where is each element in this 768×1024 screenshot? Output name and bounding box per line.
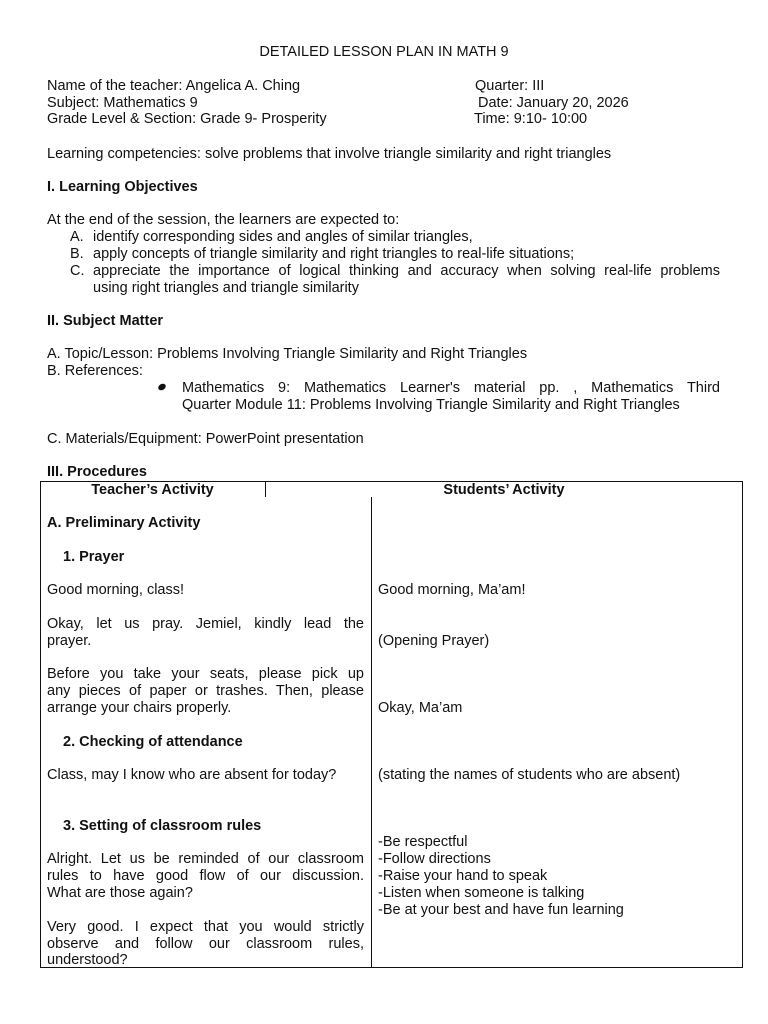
rule-item: -Listen when someone is talking (378, 885, 585, 901)
objective-c-line1: appreciate the importance of logical thinking and accuracy when solving real-life problems (93, 263, 720, 279)
references-label: B. References: (47, 363, 143, 379)
student-okay-maam: Okay, Ma’am (378, 700, 463, 716)
topic-lesson: A. Topic/Lesson: Problems Involving Triangle Similarity and Right Triangles (47, 346, 528, 362)
learning-competencies: Learning competencies: solve problems that involve triangle similarity and right triangles (47, 146, 612, 162)
rule-item: -Be respectful (378, 834, 468, 850)
teacher-rules-line1: Alright. Let us be reminded of our classroom (47, 851, 364, 867)
time: Time: 9:10- 10:00 (474, 111, 588, 127)
teacher-activity-header: Teacher’s Activity (91, 482, 214, 498)
students-activity-header: Students’ Activity (443, 482, 565, 498)
reference-line1: Mathematics 9: Mathematics Learner's material pp. , Mathematics Third (182, 380, 720, 396)
teacher-expect-line1: Very good. I expect that you would strictly (47, 919, 364, 935)
rule-item: -Be at your best and have fun learning (378, 902, 624, 918)
subject: Subject: Mathematics 9 (47, 95, 198, 111)
page-title: DETAILED LESSON PLAN IN MATH 9 (259, 44, 509, 60)
teacher-seats-line3: arrange your chairs properly. (47, 700, 232, 716)
bullet-icon (157, 382, 167, 391)
teacher-rules-line3: What are those again? (47, 885, 193, 901)
reference-line2: Quarter Module 11: Problems Involving Triangle Similarity and Right Triangles (182, 397, 680, 413)
objective-b: apply concepts of triangle similarity and right triangles to real-life situations; (93, 246, 575, 262)
subject-matter-heading: II. Subject Matter (47, 313, 164, 329)
attendance-heading: 2. Checking of attendance (63, 734, 243, 750)
objective-letter-c: C. (70, 263, 85, 279)
teacher-pray-line2: prayer. (47, 633, 92, 649)
objective-letter-b: B. (70, 246, 84, 262)
objectives-heading: I. Learning Objectives (47, 179, 198, 195)
teacher-expect-line3: understood? (47, 952, 128, 968)
objective-c-line2: using right triangles and triangle similarity (93, 280, 359, 296)
student-attendance: (stating the names of students who are absent) (378, 767, 681, 783)
teacher-attendance: Class, may I know who are absent for today? (47, 767, 337, 783)
student-opening-prayer: (Opening Prayer) (378, 633, 490, 649)
date: Date: January 20, 2026 (478, 95, 629, 111)
teacher-expect-line2: observe and follow our classroom rules, (47, 936, 364, 952)
teacher-seats-line2: any pieces of paper or trashes. Then, please (47, 683, 364, 699)
preliminary-activity-heading: A. Preliminary Activity (47, 515, 201, 531)
column-divider (371, 497, 372, 968)
grade-section: Grade Level & Section: Grade 9- Prosperity (47, 111, 327, 127)
objective-a: identify corresponding sides and angles of similar triangles, (93, 229, 473, 245)
teacher-greeting: Good morning, class! (47, 582, 185, 598)
classroom-rules-heading: 3. Setting of classroom rules (63, 818, 262, 834)
procedures-heading: III. Procedures (47, 464, 147, 480)
rule-item: -Raise your hand to speak (378, 868, 548, 884)
student-greeting: Good morning, Ma’am! (378, 582, 526, 598)
objective-letter-a: A. (70, 229, 84, 245)
quarter: Quarter: III (475, 78, 545, 94)
prayer-heading: 1. Prayer (63, 549, 125, 565)
teacher-pray-line1: Okay, let us pray. Jemiel, kindly lead the (47, 616, 364, 632)
teacher-seats-line1: Before you take your seats, please pick up (47, 666, 364, 682)
materials-equipment: C. Materials/Equipment: PowerPoint presentation (47, 431, 364, 447)
objectives-intro: At the end of the session, the learners are expected to: (47, 212, 400, 228)
teacher-name: Name of the teacher: Angelica A. Ching (47, 78, 301, 94)
rule-item: -Follow directions (378, 851, 491, 867)
teacher-rules-line2: rules to have good flow of our discussion. (47, 868, 364, 884)
